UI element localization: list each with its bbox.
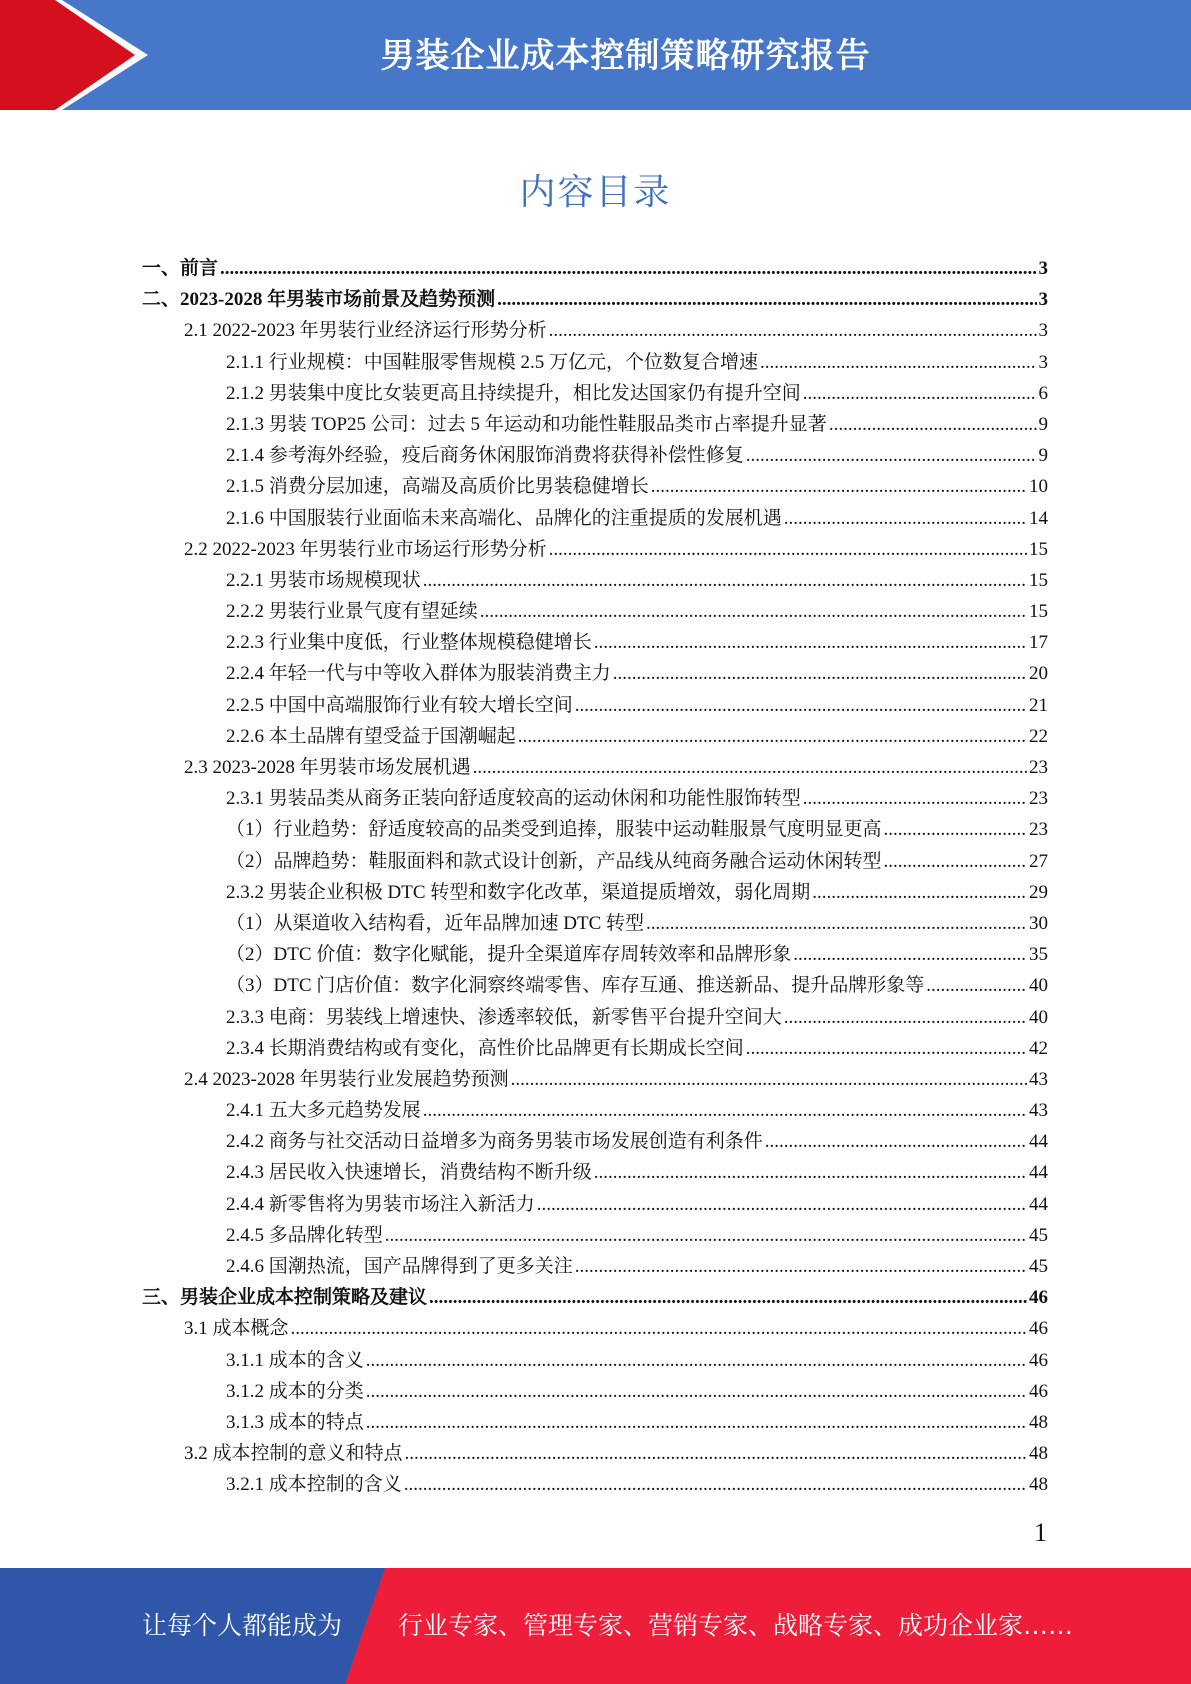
toc-leader-dots (594, 627, 1027, 658)
toc-entry-label: 2.4.2 商务与社交活动日益增多为商务男装市场发展创造有利条件 (226, 1131, 763, 1153)
toc-leader-dots (518, 721, 1027, 752)
toc-entry-page: 21 (1029, 694, 1048, 716)
toc-entry-page: 45 (1029, 1224, 1048, 1246)
toc-leader-dots (575, 690, 1027, 721)
toc-leader-dots (537, 1189, 1027, 1220)
toc-entry-page: 15 (1029, 601, 1048, 623)
toc-entry-page: 44 (1029, 1193, 1048, 1215)
toc-entry[interactable] (142, 1157, 1048, 1188)
toc-entry-page: 22 (1029, 725, 1048, 747)
toc-entry-label: 2.1 2022-2023 年男装行业经济运行形势分析 (184, 320, 547, 342)
toc-entry-label: 3.1.2 成本的分类 (226, 1380, 364, 1402)
toc-entry[interactable] (142, 596, 1048, 627)
toc-leader-dots (405, 1438, 1027, 1469)
toc-entry[interactable] (142, 908, 1048, 939)
toc-entry[interactable] (142, 783, 1048, 814)
toc-heading: 内容目录 (519, 172, 672, 213)
toc-leader-dots (746, 1033, 1027, 1064)
toc-entry-label: 2.1.4 参考海外经验，疫后商务休闲服饰消费将获得补偿性修复 (226, 445, 744, 467)
toc-entry-label: 3.1.3 成本的特点 (226, 1411, 364, 1433)
toc-entry-page: 45 (1029, 1256, 1048, 1277)
toc-entry-page: 3 (1038, 289, 1048, 311)
toc-entry[interactable] (142, 1376, 1048, 1407)
toc-entry-label: 2.4.3 居民收入快速增长，消费结构不断升级 (226, 1162, 592, 1184)
page-footer (0, 1568, 1191, 1684)
toc-entry[interactable] (142, 1469, 1048, 1500)
toc-leader-dots (404, 1469, 1027, 1500)
toc-entry[interactable] (142, 503, 1048, 534)
toc-leader-dots (549, 534, 1027, 565)
toc-entry-label: 一、前言 (142, 258, 219, 279)
toc-leader-dots (784, 503, 1027, 534)
toc-entry-page: 29 (1029, 881, 1048, 903)
toc-entry-page: 23 (1029, 819, 1048, 841)
toc-entry[interactable] (142, 1282, 1048, 1313)
toc-entry-page: 46 (1029, 1380, 1048, 1402)
toc-leader-dots (803, 783, 1027, 814)
toc-entry-label: 3.1 成本概念 (184, 1318, 289, 1340)
toc-entry-page: 46 (1029, 1349, 1048, 1371)
toc-entry[interactable] (142, 1220, 1048, 1251)
toc-entry-page: 9 (1038, 445, 1048, 467)
toc-entry[interactable] (142, 565, 1048, 596)
toc-entry-label: 3.2.1 成本控制的含义 (226, 1474, 402, 1496)
toc-leader-dots (829, 409, 1037, 440)
toc-entry[interactable] (142, 440, 1048, 471)
toc-entry[interactable] (142, 409, 1048, 440)
toc-leader-dots (480, 596, 1027, 627)
toc-entry[interactable] (142, 471, 1048, 502)
toc-entry[interactable] (142, 1064, 1048, 1095)
toc-entry-label: 2.4.4 新零售将为男装市场注入新活力 (226, 1193, 535, 1215)
toc-entry-label: 2.3.1 男装品类从商务正装向舒适度较高的运动休闲和功能性服饰转型 (226, 788, 801, 810)
toc-entry[interactable] (142, 1407, 1048, 1438)
toc-leader-dots (220, 253, 1036, 284)
toc-entry-label: 3.2 成本控制的意义和特点 (184, 1443, 403, 1465)
toc-entry[interactable] (142, 284, 1048, 315)
toc-entry-label: 2.1.1 行业规模：中国鞋服零售规模 2.5 万亿元，个位数复合增速 (226, 351, 759, 373)
toc-entry[interactable] (142, 970, 1048, 1001)
toc-entry-page: 9 (1038, 413, 1048, 435)
toc-entry-label: 2.3.3 电商：男装线上增速快、渗透率较低，新零售平台提升空间大 (226, 1006, 782, 1028)
toc-leader-dots (926, 970, 1027, 1001)
toc-entry-label: （1）从渠道收入结构看，近年品牌加速 DTC 转型 (226, 912, 645, 934)
toc-entry-label: 2.3.4 长期消费结构或有变化，高性价比品牌更有长期成长空间 (226, 1037, 744, 1059)
toc-entry-page: 30 (1029, 912, 1048, 934)
toc-entry-page: 43 (1029, 1100, 1048, 1122)
toc-entry-page: 42 (1029, 1037, 1048, 1059)
toc-entry-page: 3 (1038, 351, 1048, 373)
toc-entry[interactable] (142, 253, 1048, 284)
toc-entry-page: 40 (1029, 975, 1048, 997)
toc-entry-page: 23 (1029, 757, 1048, 778)
toc-entry[interactable] (142, 939, 1048, 970)
toc-leader-dots (884, 814, 1027, 845)
toc-entry-page: 40 (1029, 1006, 1048, 1028)
toc-entry-page: 27 (1029, 850, 1048, 872)
toc-entry-label: 三、男装企业成本控制策略及建议 (142, 1287, 428, 1309)
footer-slogan-left: 让每个人都能成为 (142, 1611, 343, 1640)
toc-entry-page: 10 (1029, 476, 1048, 498)
toc-entry-label: 2.3 2023-2028 年男装市场发展机遇 (184, 757, 471, 778)
toc-entry-page: 46 (1029, 1318, 1048, 1340)
toc-entry[interactable] (142, 1033, 1048, 1064)
toc-leader-dots (385, 1220, 1027, 1251)
toc-entry-page: 3 (1038, 258, 1048, 279)
toc-leader-dots (429, 1282, 1027, 1313)
toc-entry-page: 20 (1029, 663, 1048, 685)
toc-entry[interactable] (142, 1189, 1048, 1220)
toc-leader-dots (784, 1002, 1027, 1033)
toc-entry-page: 44 (1029, 1131, 1048, 1153)
toc-entry-page: 48 (1029, 1411, 1048, 1433)
toc-leader-dots (884, 846, 1027, 877)
toc-entry-page: 3 (1038, 320, 1048, 342)
footer-slogan-right: 行业专家、管理专家、营销专家、战略专家、成功企业家…… (398, 1611, 1074, 1640)
toc-entry-label: 2.2.3 行业集中度低，行业整体规模稳健增长 (226, 632, 592, 654)
toc-entry[interactable] (142, 752, 1048, 783)
toc-leader-dots (291, 1313, 1027, 1344)
toc-leader-dots (803, 378, 1037, 409)
toc-leader-dots (613, 658, 1027, 689)
toc-entry-label: 2.4 2023-2028 年男装行业发展趋势预测 (184, 1068, 509, 1090)
toc-entry[interactable] (142, 1251, 1048, 1282)
toc-entry-label: 2.1.5 消费分层加速，高端及高质价比男装稳健增长 (226, 476, 649, 498)
toc-entry-label: （1）行业趋势：舒适度较高的品类受到追捧，服装中运动鞋服景气度明显更高 (226, 819, 882, 841)
toc-entry-page: 48 (1029, 1443, 1048, 1465)
report-title: 男装企业成本控制策略研究报告 (380, 36, 871, 76)
toc-leader-dots (765, 1126, 1027, 1157)
toc-entry[interactable] (142, 721, 1048, 752)
toc-leader-dots (511, 1064, 1027, 1095)
toc-entry-label: 2.1.3 男装 TOP25 公司：过去 5 年运动和功能性鞋服品类市占率提升显著 (226, 413, 827, 435)
toc-entry-label: 2.2.6 本土品牌有望受益于国潮崛起 (226, 725, 516, 747)
toc-entry-page: 23 (1029, 788, 1048, 810)
toc-entry-page: 46 (1029, 1287, 1048, 1309)
toc-leader-dots (366, 1376, 1027, 1407)
toc-entry[interactable] (142, 347, 1048, 378)
toc-entry-label: 3.1.1 成本的含义 (226, 1349, 364, 1371)
toc-leader-dots (497, 284, 1036, 315)
toc-entry-label: 二、2023-2028 年男装市场前景及趋势预测 (142, 289, 496, 311)
toc-entry[interactable] (142, 846, 1048, 877)
toc-leader-dots (594, 1157, 1027, 1188)
page-number: 1 (1034, 1518, 1047, 1547)
toc-entry-page: 35 (1029, 944, 1048, 966)
toc-entry[interactable] (142, 627, 1048, 658)
toc-entry-label: 2.2.2 男装行业景气度有望延续 (226, 601, 478, 623)
toc-entry-label: 2.3.2 男装企业积极 DTC 转型和数字化改革，渠道提质增效，弱化周期 (226, 881, 811, 903)
toc-entry[interactable] (142, 1313, 1048, 1344)
toc-leader-dots (423, 1095, 1027, 1126)
toc-entry[interactable] (142, 1126, 1048, 1157)
toc-entry-label: （2）DTC 价值：数字化赋能，提升全渠道库存周转效率和品牌形象 (226, 944, 792, 966)
toc-leader-dots (793, 939, 1027, 970)
toc-entry-label: （3）DTC 门店价值：数字化洞察终端零售、库存互通、推送新品、提升品牌形象等 (226, 975, 925, 997)
toc-entry-label: 2.2.5 中国中高端服饰行业有较大增长空间 (226, 694, 573, 716)
toc-entry-label: 2.2.1 男装市场规模现状 (226, 569, 421, 591)
toc-entry[interactable] (142, 1438, 1048, 1469)
toc-entry-label: 2.4.6 国潮热流，国产品牌得到了更多关注 (226, 1256, 573, 1277)
toc-entry-label: 2.1.6 中国服装行业面临未来高端化、品牌化的注重提质的发展机遇 (226, 507, 782, 529)
toc-leader-dots (366, 1345, 1027, 1376)
toc-entry[interactable] (142, 690, 1048, 721)
toc-leader-dots (473, 752, 1027, 783)
toc-entry[interactable] (142, 1095, 1048, 1126)
toc-entry-page: 43 (1029, 1068, 1048, 1090)
toc-entry-page: 44 (1029, 1162, 1048, 1184)
toc-entry[interactable] (142, 814, 1048, 845)
toc-entry-label: 2.2.4 年轻一代与中等收入群体为服装消费主力 (226, 663, 611, 685)
toc-entry[interactable] (142, 378, 1048, 409)
toc-leader-dots (812, 877, 1027, 908)
toc-entry[interactable] (142, 534, 1048, 565)
toc-entry-label: （2）品牌趋势：鞋服面料和款式设计创新，产品线从纯商务融合运动休闲转型 (226, 850, 882, 872)
toc-entry-page: 15 (1029, 538, 1048, 560)
toc-entry[interactable] (142, 315, 1048, 346)
toc-entry-label: 2.1.2 男装集中度比女装更高且持续提升，相比发达国家仍有提升空间 (226, 382, 801, 404)
toc-entry-label: 2.4.5 多品牌化转型 (226, 1224, 383, 1246)
toc-leader-dots (746, 440, 1037, 471)
toc-entry-page: 14 (1029, 507, 1048, 529)
toc-leader-dots (651, 471, 1027, 502)
toc-entry-label: 2.2 2022-2023 年男装行业市场运行形势分析 (184, 538, 547, 560)
toc-entry-page: 48 (1029, 1474, 1048, 1496)
table-of-contents (142, 253, 1048, 1501)
toc-entry[interactable] (142, 1002, 1048, 1033)
toc-entry-page: 17 (1029, 632, 1048, 654)
toc-entry[interactable] (142, 1345, 1048, 1376)
toc-entry[interactable] (142, 658, 1048, 689)
toc-leader-dots (366, 1407, 1027, 1438)
toc-entry-label: 2.4.1 五大多元趋势发展 (226, 1100, 421, 1122)
toc-leader-dots (575, 1251, 1027, 1282)
toc-leader-dots (423, 565, 1027, 596)
toc-leader-dots (646, 908, 1027, 939)
toc-entry-page: 6 (1038, 382, 1048, 404)
toc-entry-page: 15 (1029, 569, 1048, 591)
toc-leader-dots (549, 315, 1037, 346)
toc-entry[interactable] (142, 877, 1048, 908)
toc-leader-dots (760, 347, 1036, 378)
page-header (0, 0, 1191, 110)
